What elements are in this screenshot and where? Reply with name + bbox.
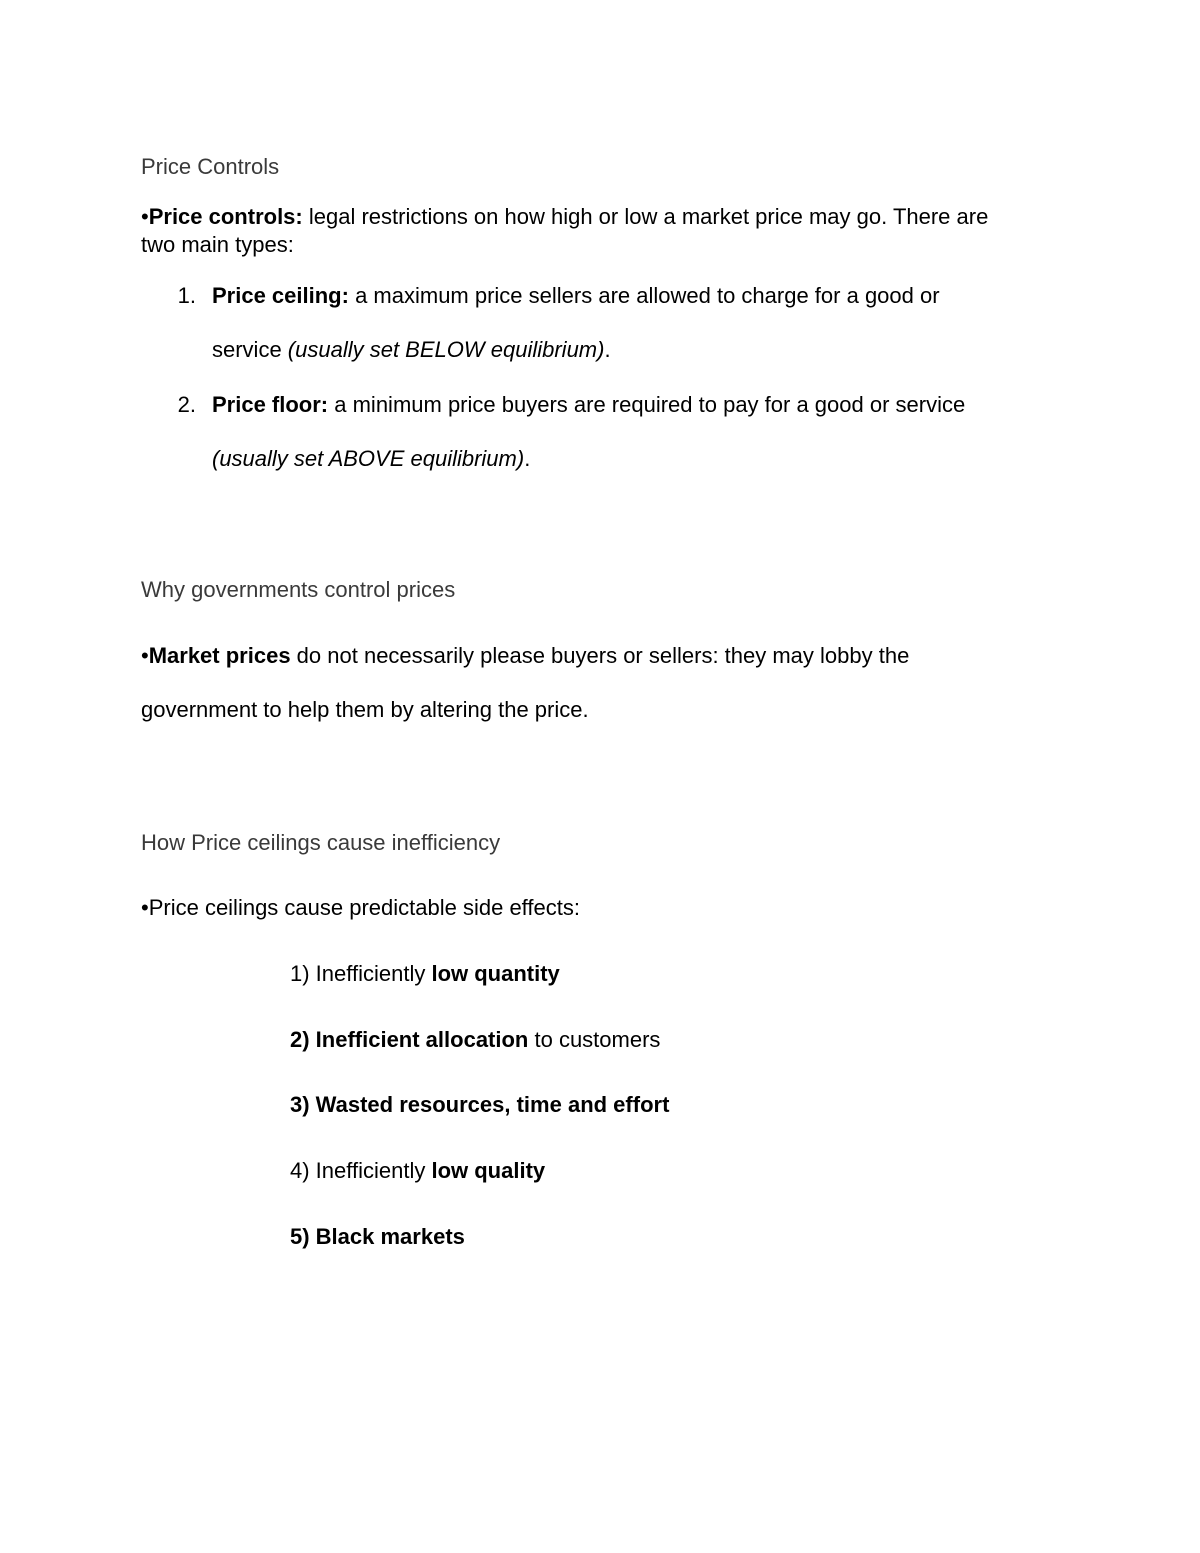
side-effects-intro: •Price ceilings cause predictable side effects:	[141, 895, 580, 920]
effect-bold: 2) Inefficient allocation	[290, 1027, 529, 1052]
market-prices-line-2: government to help them by altering the price.	[141, 697, 589, 722]
side-effect-item-5	[290, 1223, 465, 1251]
definition-line-2: two main types:	[141, 232, 294, 257]
list-item-price-floor-line-2	[212, 445, 530, 473]
list-item-price-ceiling-line-2	[212, 336, 611, 364]
section-heading-price-controls: Price Controls	[141, 154, 280, 179]
side-effect-item-4	[290, 1157, 545, 1185]
item-text: service	[212, 337, 288, 362]
term-price-ceiling: Price ceiling:	[212, 283, 349, 308]
list-number-1: 1.	[177, 283, 196, 308]
item-text: a minimum price buyers are required to pay for a good or service	[328, 392, 966, 417]
bullet: •	[141, 643, 149, 668]
market-prices-text: do not necessarily please buyers or sellers: they may lobby the	[290, 643, 910, 668]
effect-plain: 1) Inefficiently	[290, 961, 432, 986]
effect-bold: 3) Wasted resources, time and effort	[290, 1092, 670, 1117]
item-text-end: .	[604, 337, 611, 362]
list-number-2: 2.	[177, 392, 196, 417]
side-effect-item-2	[290, 1026, 660, 1054]
market-prices-line-1	[141, 642, 909, 670]
term-price-floor: Price floor:	[212, 392, 329, 417]
item-note: (usually set BELOW equilibrium)	[287, 337, 605, 362]
item-text-end: .	[524, 446, 531, 471]
effect-bold: 5) Black markets	[290, 1224, 465, 1249]
effect-after: to customers	[528, 1027, 661, 1052]
list-item-price-floor	[212, 391, 965, 419]
effect-bold: low quality	[431, 1158, 546, 1183]
effect-bold: low quantity	[431, 961, 560, 986]
definition-text: legal restrictions on how high or low a market price may go. There are	[302, 204, 989, 229]
item-text: a maximum price sellers are allowed to charge for a good or	[348, 283, 940, 308]
list-item-price-ceiling	[212, 282, 940, 310]
term-market-prices: Market prices	[148, 643, 291, 668]
section-heading-price-ceilings-inefficiency: How Price ceilings cause inefficiency	[141, 830, 501, 855]
bullet: •	[141, 204, 149, 229]
definition-line-1	[141, 203, 988, 231]
section-heading-why-governments: Why governments control prices	[141, 577, 456, 602]
item-note: (usually set ABOVE equilibrium)	[212, 446, 525, 471]
side-effect-item-3	[290, 1091, 669, 1119]
effect-plain: 4) Inefficiently	[290, 1158, 432, 1183]
term-price-controls: Price controls:	[148, 204, 303, 229]
side-effect-item-1	[290, 960, 560, 988]
